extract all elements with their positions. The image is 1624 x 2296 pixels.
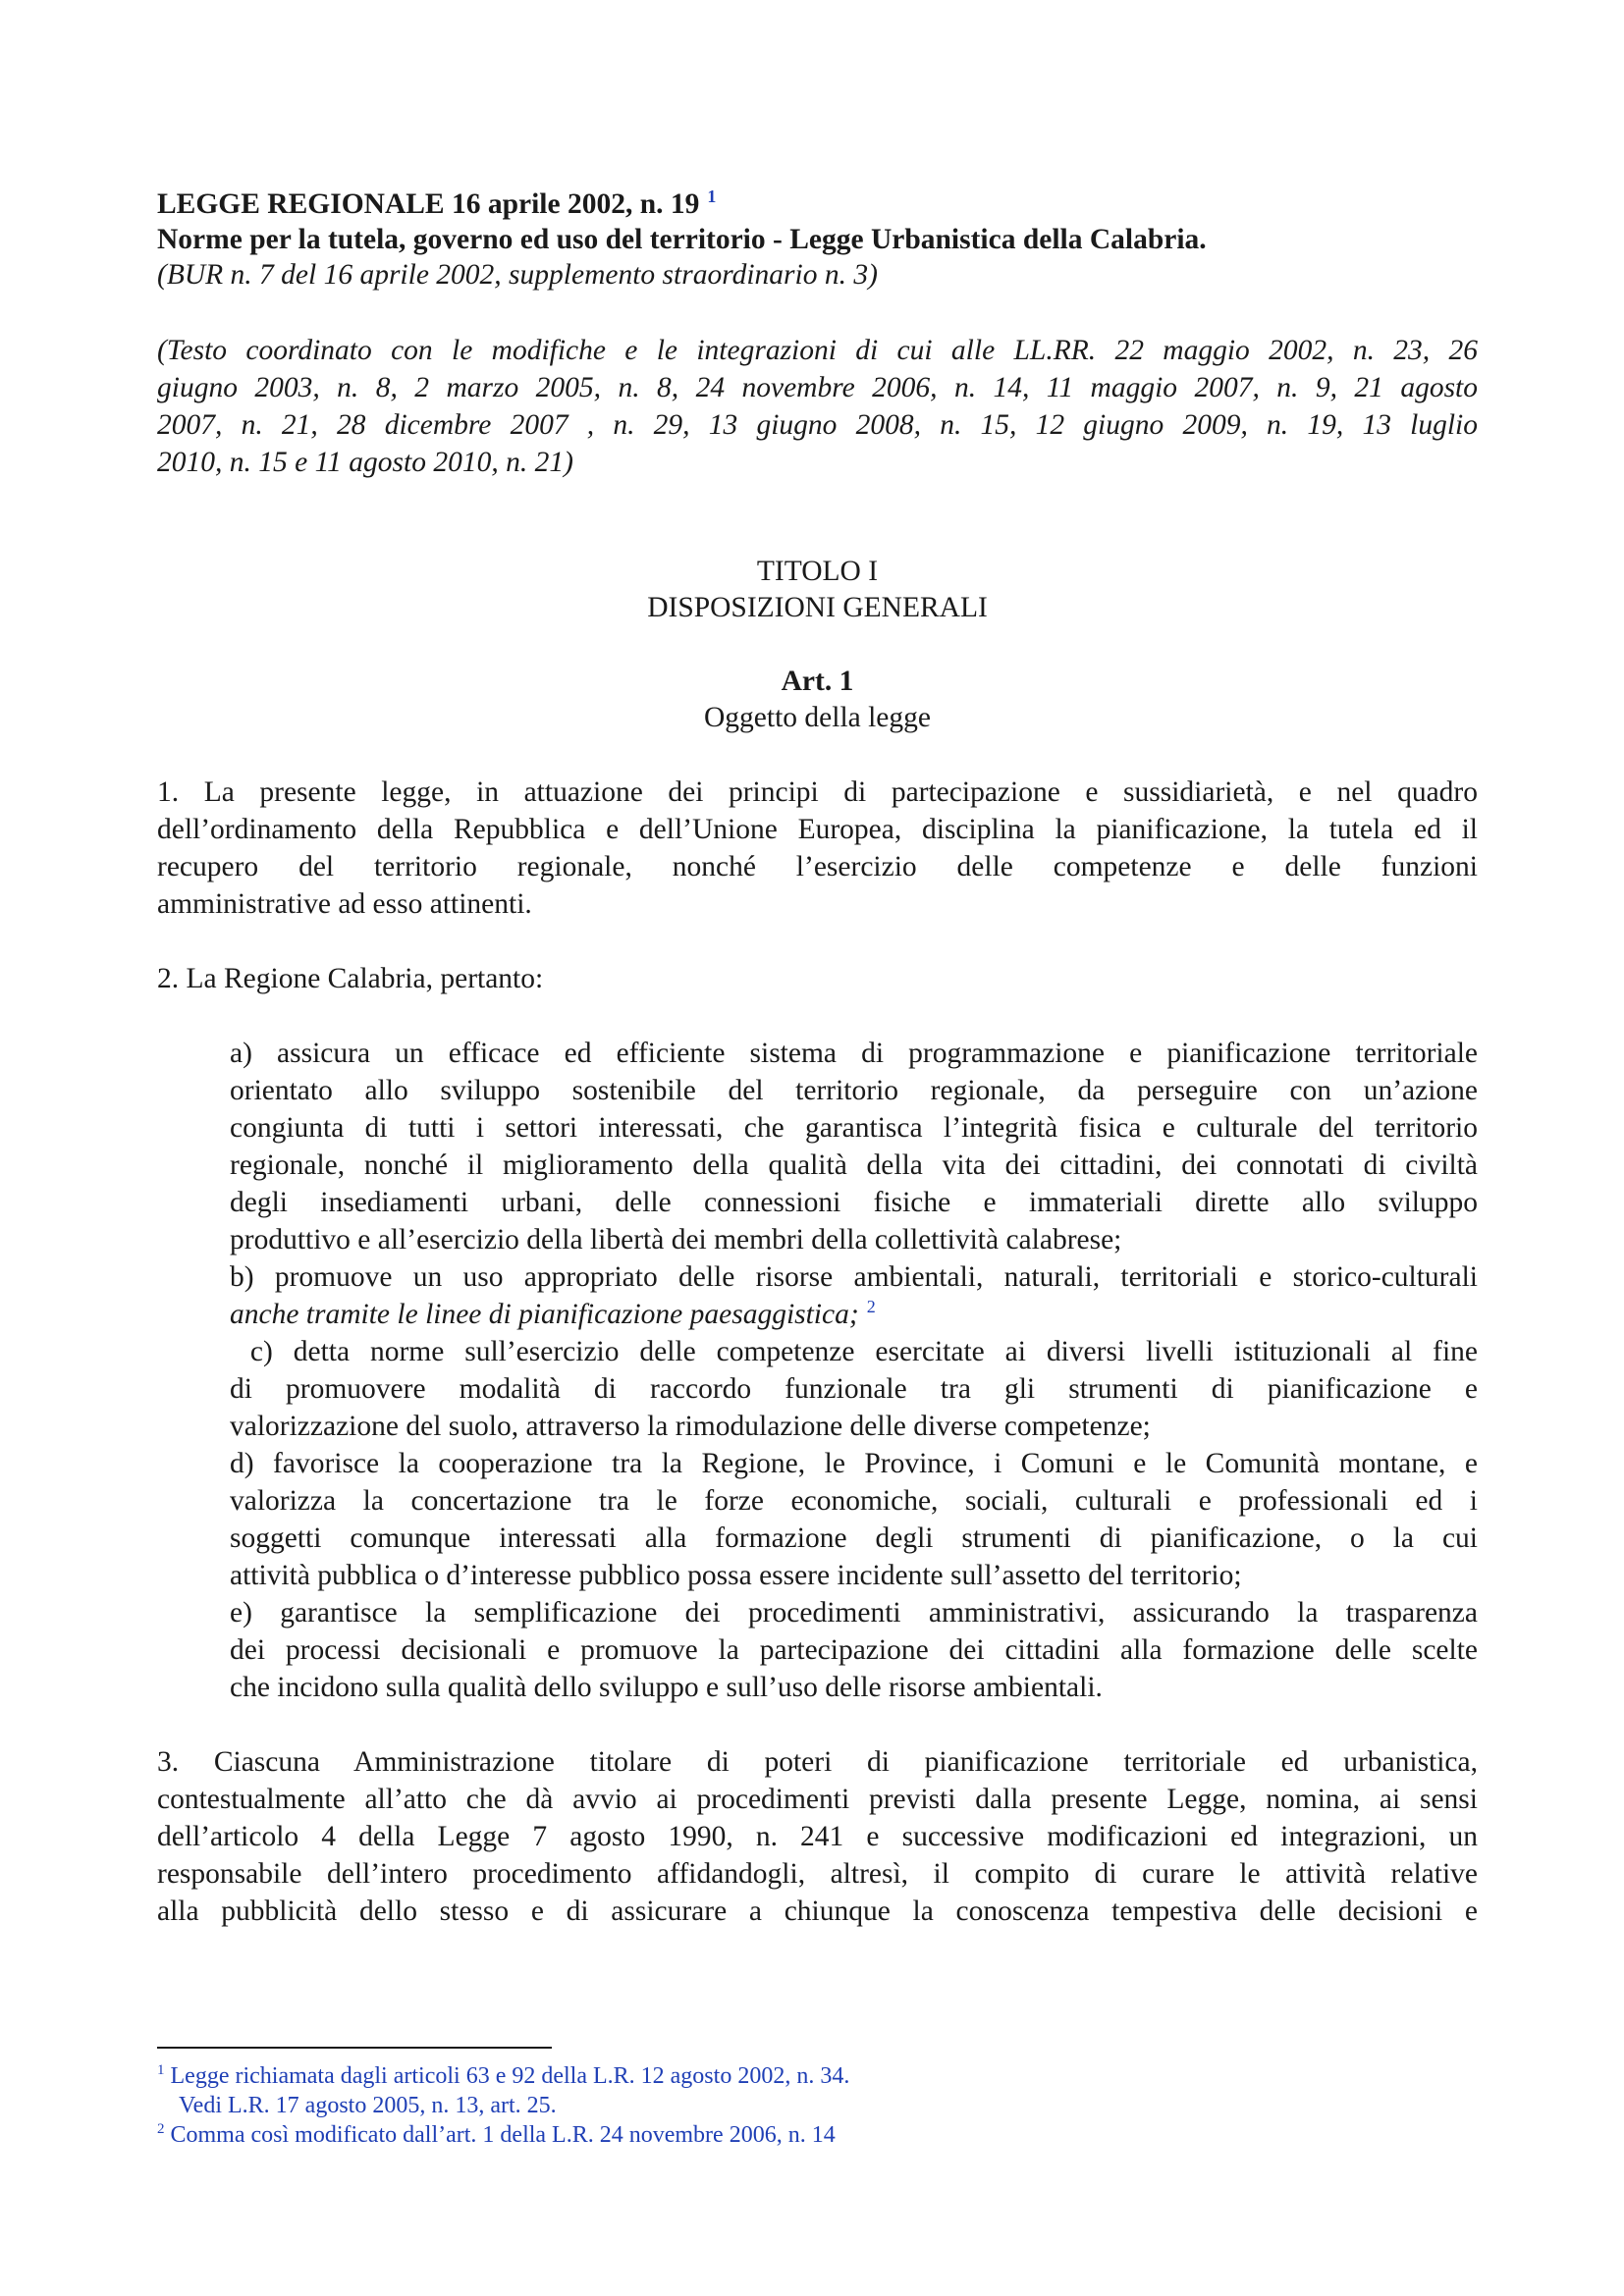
list-item-e bbox=[230, 1594, 1478, 1706]
list-line: produttivo e all’esercizio della libertà dei membri della collettività calabrese; bbox=[230, 1224, 1122, 1255]
footnote-1 bbox=[157, 2061, 1237, 2091]
coordination-line: giugno 2003, n. 8, 2 marzo 2005, n. 8, 24 novembre 2006, n. 14, 11 maggio 2007, n. 9, 21 agosto bbox=[157, 372, 1478, 403]
footnote-ref-2[interactable]: 2 bbox=[866, 1297, 876, 1317]
list-line: attività pubblica o d’interesse pubblico possa essere incidente sull’assetto del territorio; bbox=[230, 1560, 1242, 1591]
paragraph-3 bbox=[157, 1743, 1478, 1930]
list-line: b) promuove un uso appropriato delle risorse ambientali, naturali, territoriali e storico-culturali bbox=[230, 1261, 1478, 1293]
article-name: Oggetto della legge bbox=[703, 702, 931, 733]
article-label: Art. 1 bbox=[781, 666, 854, 697]
list-line: a) assicura un efficace ed efficiente sistema di programmazione e pianificazione territoriale bbox=[230, 1038, 1478, 1069]
coordination-note bbox=[157, 332, 1478, 481]
list-line: e) garantisce la semplificazione dei procedimenti amministrativi, assicurando la trasparenza bbox=[230, 1597, 1478, 1629]
document-page bbox=[157, 187, 1478, 1930]
coordination-line: 2007, n. 21, 28 dicembre 2007 , n. 29, 13 giugno 2008, n. 15, 12 giugno 2009, n. 19, 13 luglio bbox=[157, 409, 1478, 441]
paragraph-line: recupero del territorio regionale, nonché l’esercizio delle competenze e delle funzioni bbox=[157, 851, 1478, 882]
footnote-2-text[interactable]: Comma così modificato dall’art. 1 della L.R. 24 novembre 2006, n. 14 bbox=[170, 2122, 836, 2148]
paragraph-line: contestualmente all’atto che dà avvio ai procedimenti previsti dalla presente Legge, nomina, ai sensi bbox=[157, 1784, 1478, 1815]
list-item-d bbox=[230, 1445, 1478, 1594]
list-line: congiunta di tutti i settori interessati, che garantisca l’integrità fisica e culturale del territorio bbox=[230, 1112, 1478, 1144]
list-line: soggetti comunque interessati alla formazione degli strumenti di pianificazione, o la cui bbox=[230, 1522, 1478, 1554]
footnote-2-number: 2 bbox=[157, 2121, 165, 2137]
list-item-b bbox=[230, 1258, 1478, 1333]
list-line: di promuovere modalità di raccordo funzionale tra gli strumenti di pianificazione e bbox=[230, 1373, 1478, 1405]
titolo-label: TITOLO I bbox=[756, 556, 879, 587]
footnotes bbox=[157, 2061, 1237, 2150]
paragraph-line: 3. Ciascuna Amministrazione titolare di poteri di pianificazione territoriale ed urbanistica, bbox=[157, 1746, 1478, 1778]
law-subtitle: Norme per la tutela, governo ed uso del territorio - Legge Urbanistica della Calabria. bbox=[157, 224, 1207, 255]
paragraph-1 bbox=[157, 774, 1478, 923]
list-line: orientato allo sviluppo sostenibile del territorio regionale, da perseguire con un’azione bbox=[230, 1075, 1478, 1106]
list-line-amended bbox=[230, 1296, 1478, 1333]
paragraph-2-intro: 2. La Regione Calabria, pertanto: bbox=[157, 963, 544, 994]
law-title bbox=[157, 187, 1478, 222]
coordination-line: (Testo coordinato con le modifiche e le integrazioni di cui alle LL.RR. 22 maggio 2002, n. 23, 26 bbox=[157, 335, 1478, 366]
footnote-2 bbox=[157, 2120, 1237, 2150]
titolo-heading bbox=[157, 554, 1478, 626]
list-line: dei processi decisionali e promuove la partecipazione dei cittadini alla formazione delle scelte bbox=[230, 1634, 1478, 1666]
list-item-a bbox=[230, 1035, 1478, 1258]
paragraph-line: dell’ordinamento della Repubblica e dell’Unione Europea, disciplina la pianificazione, la tutela ed il bbox=[157, 814, 1478, 845]
list-line: valorizzazione del suolo, attraverso la rimodulazione delle diverse competenze; bbox=[230, 1411, 1151, 1442]
list-line: regionale, nonché il miglioramento della qualità della vita dei cittadini, dei connotati di civiltà bbox=[230, 1149, 1478, 1181]
list-line: degli insediamenti urbani, delle connessioni fisiche e immateriali dirette allo sviluppo bbox=[230, 1187, 1478, 1218]
paragraph-line: 1. La presente legge, in attuazione dei principi di partecipazione e sussidiarietà, e nel quadro bbox=[157, 776, 1478, 808]
paragraph-line: alla pubblicità dello stesso e di assicurare a chiunque la conoscenza tempestiva delle decisioni e bbox=[157, 1896, 1478, 1927]
footnote-1-see-also[interactable]: Vedi L.R. 17 agosto 2005, n. 13, art. 25. bbox=[179, 2093, 557, 2118]
list-line: c) detta norme sull’esercizio delle competenze esercitate ai diversi livelli istituzionali al fine bbox=[230, 1336, 1478, 1367]
paragraph-2-list bbox=[230, 1035, 1478, 1706]
footnote-ref-1[interactable]: 1 bbox=[707, 187, 717, 207]
list-line: d) favorisce la cooperazione tra la Regione, le Province, i Comuni e le Comunità montane, e bbox=[230, 1448, 1478, 1479]
coordination-line: 2010, n. 15 e 11 agosto 2010, n. 21) bbox=[157, 447, 573, 478]
paragraph-line: dell’articolo 4 della Legge 7 agosto 1990, n. 241 e successive modificazioni ed integrazioni, un bbox=[157, 1821, 1478, 1852]
amended-text: anche tramite le linee di pianificazione paesaggistica; bbox=[230, 1299, 859, 1330]
paragraph-line: responsabile dell’intero procedimento affidandogli, altresì, il compito di curare le attività relative bbox=[157, 1858, 1478, 1890]
paragraph-line: amministrative ad esso attinenti. bbox=[157, 888, 532, 920]
list-line: che incidono sulla qualità dello sviluppo e sull’uso delle risorse ambientali. bbox=[230, 1672, 1103, 1703]
law-title-text: LEGGE REGIONALE 16 aprile 2002, n. 19 bbox=[157, 188, 700, 220]
footnote-separator bbox=[157, 2047, 552, 2049]
list-line: valorizza la concertazione tra le forze economiche, sociali, culturali e professionali ed i bbox=[230, 1485, 1478, 1517]
list-item-c bbox=[230, 1333, 1478, 1445]
titolo-name: DISPOSIZIONI GENERALI bbox=[647, 592, 988, 623]
footnote-1-number: 1 bbox=[157, 2062, 165, 2078]
footnote-1-text[interactable]: Legge richiamata dagli articoli 63 e 92 della L.R. 12 agosto 2002, n. 34. bbox=[170, 2063, 850, 2089]
article-heading bbox=[157, 664, 1478, 736]
law-header bbox=[157, 187, 1478, 257]
bur-reference: (BUR n. 7 del 16 aprile 2002, supplemento straordinario n. 3) bbox=[157, 259, 878, 291]
